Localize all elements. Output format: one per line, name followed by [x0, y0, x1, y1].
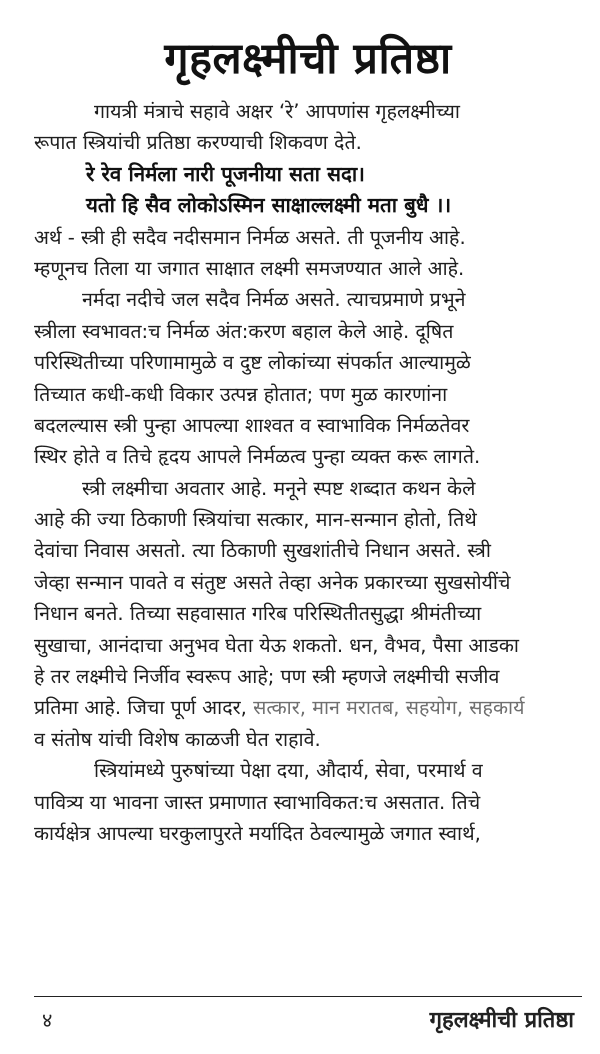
verse-line: रे रेव निर्मला नारी पूजनीया सता सदा।	[86, 161, 365, 186]
page-body	[34, 96, 582, 849]
text-line: पावित्र्य या भावना जास्त प्रमाणात स्वाभाविकत:च असतात. तिचे	[34, 790, 481, 814]
text-line-faded: सत्कार, मान मरातब, सहयोग, सहकार्य	[253, 696, 525, 720]
text-line-start: प्रतिमा आहे. जिचा पूर्ण आदर,	[34, 696, 254, 720]
text-line	[34, 692, 582, 723]
text-line: जेव्हा सन्मान पावते व संतुष्ट असते तेव्हा अनेक प्रकारच्या सुखसोयींचे	[34, 570, 511, 594]
text-line: कार्यक्षेत्र आपल्या घरकुलापुरते मर्यादित ठेवल्यामुळे जगात स्वार्थ,	[34, 821, 481, 845]
text-line: स्त्रियांमध्ये पुरुषांच्या पेक्षा दया, औदार्य, सेवा, परमार्थ व	[94, 759, 483, 783]
running-title: गृहलक्ष्मीची प्रतिष्ठा	[429, 1008, 574, 1033]
page-title: गृहलक्ष्मीची प्रतिष्ठा	[164, 34, 452, 84]
text-line: स्थिर होते व तिचे हृदय आपले निर्मळत्व पुन्हा व्यक्त करू लागते.	[34, 445, 481, 469]
text-line: म्हणूनच तिला या जगात साक्षात लक्ष्मी समजण्यात आले आहे.	[34, 256, 465, 280]
footer-divider	[34, 996, 582, 997]
text-line: परिस्थितीच्या परिणामामुळे व दुष्ट लोकांच्या संपर्कात आल्यामुळे	[34, 351, 471, 375]
text-line: तिच्यात कधी-कधी विकार उत्पन्न होतात; पण मुळ कारणांना	[34, 382, 448, 406]
text-line: आहे की ज्या ठिकाणी स्त्रियांचा सत्कार, मान-सन्मान होतो, तिथे	[34, 508, 477, 532]
page-number: ४	[42, 1008, 53, 1032]
text-line: व संतोष यांची विशेष काळजी घेत राहावे.	[34, 727, 321, 751]
text-line: नर्मदा नदीचे जल सदैव निर्मळ असते. त्याचप्रमाणे प्रभूने	[82, 288, 466, 312]
verse-line: यतो हि सैव लोकोऽस्मिन साक्षाल्लक्ष्मी मता बुधै ।।	[86, 193, 452, 218]
text-line: स्त्रीला स्वभावत:च निर्मळ अंत:करण बहाल केले आहे. दूषित	[34, 319, 454, 343]
text-line: देवांचा निवास असतो. त्या ठिकाणी सुखशांतीचे निधान असते. स्त्री	[34, 539, 491, 563]
text-line: सुखाचा, आनंदाचा अनुभव घेता येऊ शकतो. धन, वैभव, पैसा आडका	[34, 633, 519, 657]
text-line: अर्थ - स्त्री ही सदैव नदीसमान निर्मळ असते. ती पूजनीय आहे.	[34, 225, 466, 249]
text-line: निधान बनते. तिच्या सहवासात गरिब परिस्थितीतसुद्धा श्रीमंतीच्या	[34, 602, 482, 626]
text-line: हे तर लक्ष्मीचे निर्जीव स्वरूप आहे; पण स्त्री म्हणजे लक्ष्मीची सजीव	[34, 665, 500, 689]
text-line: रूपात स्त्रियांची प्रतिष्ठा करण्याची शिकवण देते.	[34, 131, 362, 155]
text-line: गायत्री मंत्राचे सहावे अक्षर ‘रे’ आपणांस गृहलक्ष्मीच्या	[94, 100, 460, 123]
text-line: बदलल्यास स्त्री पुन्हा आपल्या शाश्वत व स्वाभाविक निर्मळतेवर	[34, 413, 470, 437]
text-line: स्त्री लक्ष्मीचा अवतार आहे. मनूने स्पष्ट शब्दात कथन केले	[82, 476, 476, 500]
